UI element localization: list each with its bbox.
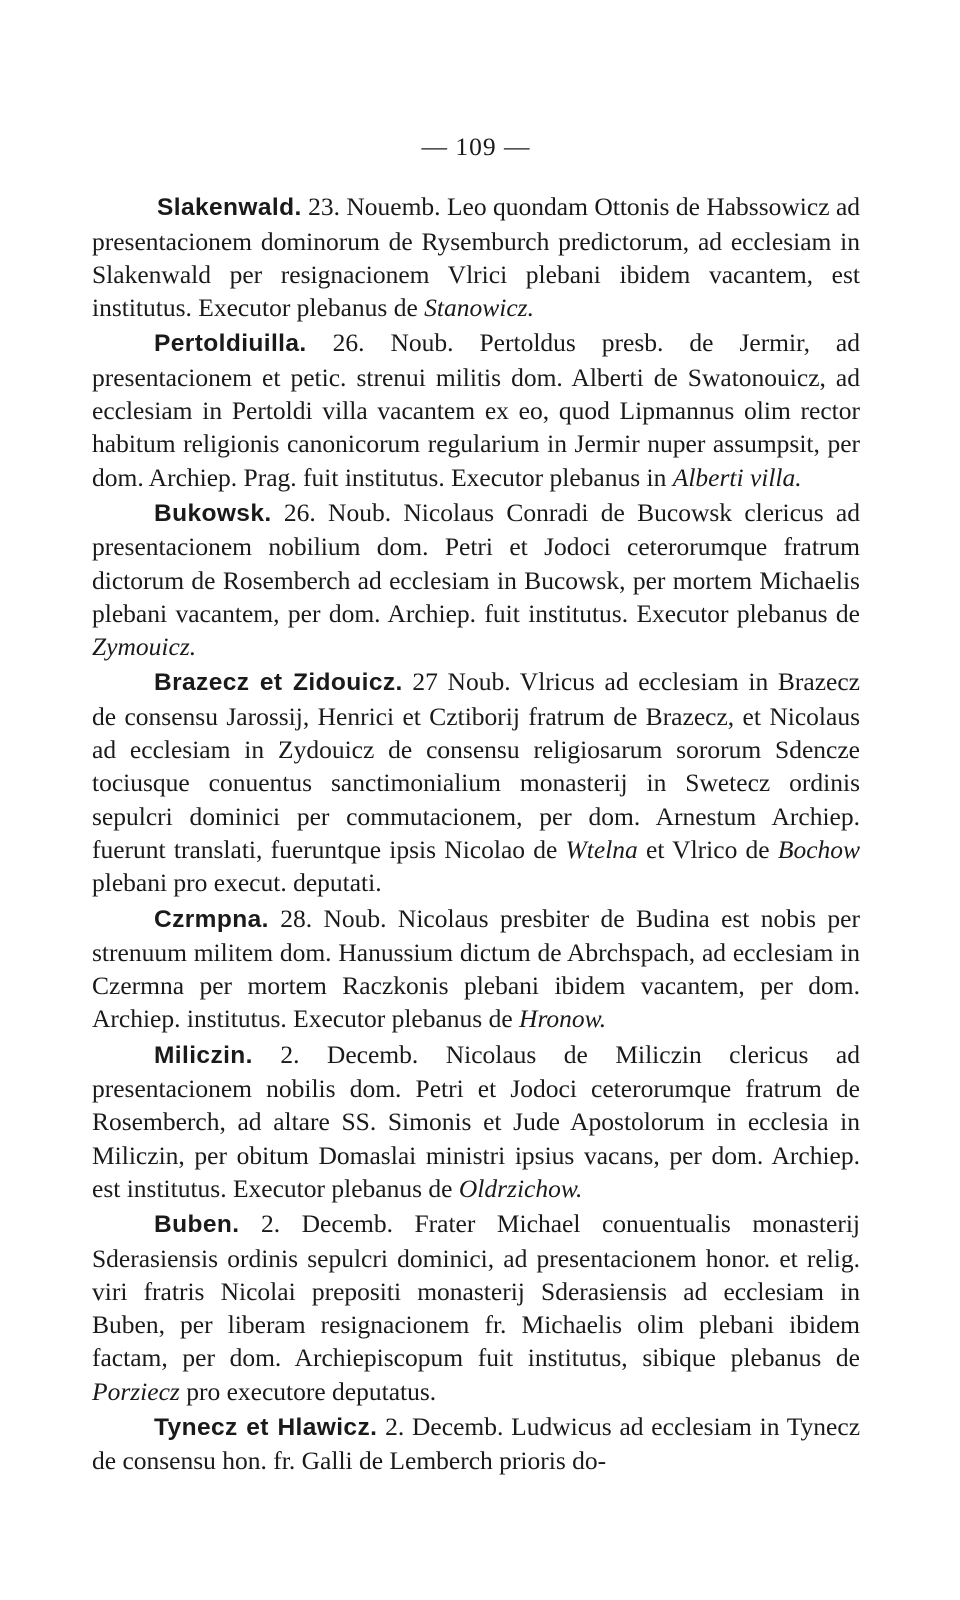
- entry-heading: Miliczin.: [154, 1041, 253, 1069]
- entry-body: plebani pro execut. deputati.: [92, 868, 382, 898]
- document-page: [92, 130, 860, 1480]
- entry-heading: Tynecz et Hlawicz.: [154, 1413, 378, 1441]
- entry-body: pro executore deputatus.: [186, 1376, 437, 1406]
- entry-body: 26. Noub. Pertoldus presb. de Jermir, ad presentacionem et petic. strenui militis dom. Alberti de Swatonouicz, ad ecclesiam in Pertoldi villa vacantem ex eo, quod Lipmannus olim rector habitum religionis canonicorum regularium in Jermir nuper assumpsit, per dom. Archiep. Prag. fuit institutus. Executor plebanus in: [92, 328, 860, 492]
- entry-miliczin: [92, 1038, 860, 1205]
- executor-place: Alberti villa.: [672, 462, 802, 492]
- entry-heading: Buben.: [154, 1211, 240, 1239]
- entry-slakenwald: [92, 190, 860, 324]
- entry-heading: Brazecz et Zidouicz.: [154, 669, 403, 697]
- entry-heading: Slakenwald.: [157, 194, 302, 222]
- entry-heading: Czrmpna.: [154, 905, 269, 933]
- executor-place: Oldrzichow.: [458, 1173, 583, 1203]
- entry-brazecz: [92, 665, 860, 899]
- place-name: Bochow: [777, 834, 861, 864]
- entry-body: 26. Noub. Nicolaus Conradi de Bucowsk clericus ad presentacionem nobilium dom. Petri et Jodoci ceterorumque fratrum dictorum de Rosemberch ad ecclesiam in Bucowsk, per mortem Michaelis plebani vacantem, per dom. Archiep. fuit institutus. Executor plebanus de: [92, 497, 860, 628]
- entry-bukowsk: [92, 496, 860, 663]
- entry-body: et Vlrico de: [646, 834, 770, 864]
- entry-body: 28. Noub. Nicolaus presbiter de Budina est nobis per strenuum militem dom. Hanussium dictum de Abrchspach, ad ecclesiam in Czermna per mortem Raczkonis plebani ibidem vacantem, per dom. Archiep. institutus. Executor plebanus de: [92, 903, 860, 1034]
- entry-heading: Pertoldiuilla.: [154, 330, 307, 358]
- place-name: Porziecz: [92, 1376, 180, 1406]
- entry-body: 2. Decemb. Frater Michael conuentualis monasterij Sderasiensis ordinis sepulcri dominici, ad presentacionem honor. et relig. viri fratris Nicolai prepositi monasterij Sderasiensis ad ecclesiam in Buben, per liberam resignacionem fr. Michaelis olim plebani ibidem factam, per dom. Archiepiscopum fuit institutus, sibique plebanus de: [92, 1209, 860, 1373]
- entry-body: 2. Decemb. Ludwicus ad ecclesiam in Tynecz de consensu hon. fr. Galli de Lemberch prioris do-: [92, 1411, 861, 1476]
- executor-place: Stanowicz.: [424, 293, 534, 323]
- entry-body: 2. Decemb. Nicolaus de Miliczin clericus ad presentacionem nobilis dom. Petri et Jodoci ceterorumque fratrum de Rosemberch, ad altare SS. Simonis et Jude Apostolorum in ecclesia in Miliczin, per obitum Domaslai ministri ipsius vacans, per dom. Archiep. est institutus. Executor plebanus de: [92, 1039, 860, 1203]
- entry-body: 23. Nouemb. Leo quondam Ottonis de Habssowicz ad presentacionem dominorum de Rysemburch predictorum, ad ecclesiam in Slakenwald per resignacionem Vlrici plebani ibidem vacantem, est institutus. Executor plebanus de: [92, 192, 861, 323]
- place-name: Wtelna: [565, 834, 638, 864]
- entry-body: 27 Noub. Vlricus ad ecclesiam in Brazecz de consensu Jarossij, Henrici et Cztiborij fratrum de Brazecz, et Nicolaus ad ecclesiam in Zydouicz de consensu religiosarum sororum Sdencze tociusque conuentus sanctimonialium monasterij in Swetecz ordinis sepulcri dominici per commutacionem, per dom. Arnestum Archiep. fuerunt translati, fueruntque ipsis Nicolao de: [92, 667, 860, 864]
- entry-tynecz: [92, 1410, 860, 1478]
- entry-pertoldiuilla: [92, 326, 860, 493]
- entry-czrmpna: [92, 902, 860, 1036]
- entry-buben: [92, 1207, 860, 1408]
- entry-heading: Bukowsk.: [154, 499, 272, 527]
- executor-place: Zymouicz.: [92, 632, 197, 662]
- executor-place: Hronow.: [519, 1004, 607, 1034]
- page-number: — 109 —: [421, 132, 531, 161]
